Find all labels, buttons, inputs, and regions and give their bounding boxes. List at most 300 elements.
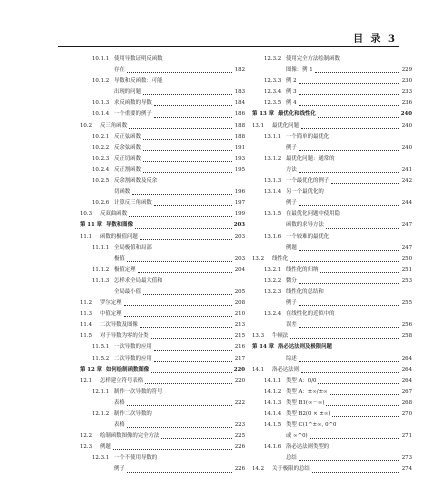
page-number: 240 — [400, 111, 412, 118]
section-title — [286, 54, 412, 65]
section-title-text: 一个不使用导数的 — [114, 455, 158, 462]
section-title — [114, 354, 245, 365]
dot-leader — [127, 72, 232, 73]
page-number: 215 — [234, 333, 245, 340]
section-title — [100, 431, 245, 442]
section-number: 12.3.4 — [264, 89, 282, 96]
toc-entry — [252, 387, 412, 398]
section-title-text: 表格 — [114, 399, 125, 406]
page-number: 247 — [401, 222, 412, 229]
section-title — [278, 342, 412, 353]
section-title — [100, 331, 245, 342]
dot-leader — [127, 261, 232, 262]
dot-leader — [312, 472, 399, 473]
section-number: 10.1.4 — [92, 111, 110, 118]
section-number: 14.1.4 — [264, 411, 282, 417]
toc-entry — [252, 376, 412, 387]
toc-entry — [252, 431, 412, 442]
page-number: 256 — [401, 322, 412, 329]
section-number: 14.1.6 — [264, 444, 282, 451]
section-title — [286, 442, 412, 453]
section-title — [106, 220, 245, 231]
dot-leader — [299, 172, 399, 173]
section-title-text: 方法 — [286, 166, 297, 173]
section-number: 10.2.1 — [92, 133, 110, 140]
toc-entry — [80, 187, 245, 198]
section-number: 第 13 章 — [252, 111, 275, 118]
section-title — [286, 309, 412, 320]
toc-entry — [80, 132, 245, 143]
section-number: 10.2.5 — [92, 178, 110, 185]
section-title-text: 在最优化问题中使用隐 — [286, 211, 340, 218]
section-number: 第 14 章 — [252, 344, 275, 351]
dot-leader — [326, 405, 399, 406]
toc-chapter-entry — [80, 365, 245, 376]
page-number: 197 — [234, 200, 245, 207]
dot-leader — [143, 150, 232, 151]
dot-leader — [135, 228, 232, 229]
toc-entry — [80, 154, 245, 165]
section-number: 11.4 — [80, 322, 93, 329]
dot-leader — [143, 139, 232, 140]
dot-leader — [318, 117, 399, 118]
section-title-text: 切函数 — [114, 189, 131, 196]
section-number: 13.2.3 — [264, 288, 282, 295]
section-title — [286, 232, 412, 243]
dot-leader — [143, 94, 232, 95]
dot-leader — [299, 94, 399, 95]
dot-leader — [299, 150, 399, 151]
section-title-text: 一个最优化的例子 — [286, 178, 330, 185]
page-number: 217 — [234, 355, 245, 362]
page-number: 184 — [234, 100, 245, 107]
toc-column-left — [80, 54, 245, 476]
toc-entry — [252, 232, 412, 243]
toc-entry — [80, 265, 245, 276]
section-title — [286, 143, 412, 154]
toc-entry — [252, 298, 412, 309]
section-title — [286, 265, 412, 276]
section-number: 13.1.1 — [264, 133, 282, 140]
section-title — [286, 453, 412, 464]
section-title-text: 在线性化的近似中的 — [286, 311, 335, 318]
section-title — [272, 365, 412, 376]
page-number: 255 — [401, 300, 412, 307]
section-title-text: 极值定理 — [114, 266, 136, 273]
section-number: 11.1 — [80, 233, 93, 240]
section-title-text: 反双曲函数 — [100, 211, 127, 218]
toc-entry — [252, 65, 412, 76]
dot-leader — [145, 383, 232, 384]
toc-entry — [80, 209, 245, 220]
toc-entry — [252, 143, 412, 154]
dot-leader — [315, 72, 399, 73]
dot-leader — [140, 327, 232, 328]
section-title-text: 牛顿法 — [272, 333, 289, 340]
section-title — [114, 132, 245, 143]
section-title — [114, 387, 245, 398]
page-number: 247 — [401, 244, 412, 251]
toc-entry — [252, 121, 412, 132]
section-title-text: 中值定理 — [100, 311, 122, 318]
toc-entry — [252, 331, 412, 342]
section-title-text: 罗尔定理 — [100, 300, 122, 307]
page-number: 242 — [401, 178, 412, 185]
section-title — [100, 121, 245, 132]
section-title-text: 例 3 — [286, 89, 297, 96]
page-number: 216 — [234, 344, 245, 351]
section-title-text: 例子 — [114, 466, 125, 473]
section-title — [272, 254, 412, 265]
section-title — [286, 165, 412, 176]
page-number: 240 — [401, 122, 412, 129]
toc-entry — [80, 287, 245, 298]
toc-entry — [252, 87, 412, 98]
dot-leader — [143, 161, 232, 162]
section-number: 12.1.1 — [92, 388, 110, 395]
toc-entry — [80, 243, 245, 254]
section-title-text: 例 4 — [286, 100, 297, 107]
section-title — [286, 276, 412, 287]
section-number: 13.2.2 — [264, 277, 282, 284]
section-number: 10.3 — [80, 211, 93, 218]
section-title — [286, 76, 412, 87]
section-number: 13.1.2 — [264, 155, 282, 162]
dot-leader — [129, 216, 232, 217]
dot-leader — [299, 250, 399, 251]
page-number: 264 — [401, 355, 412, 362]
toc-entry — [252, 409, 412, 420]
page-number: 271 — [401, 433, 412, 440]
section-number: 11.5 — [80, 333, 93, 340]
toc-entry — [80, 298, 245, 309]
section-title-text: 类型 C(1^±∞, 0^0 — [286, 422, 337, 429]
toc-entry — [80, 254, 245, 265]
section-title-text: 如何绘制函数图像 — [106, 366, 150, 373]
toc-entry — [252, 464, 412, 475]
section-title-text: 对于导数为零的分类 — [100, 333, 149, 340]
dot-leader — [299, 327, 399, 328]
section-title — [286, 176, 412, 187]
section-title-text: 图像：例 1 — [286, 67, 313, 74]
dot-leader — [127, 405, 232, 406]
section-number: 12.1 — [80, 377, 93, 384]
toc-entry — [80, 309, 245, 320]
toc-entry — [252, 154, 412, 165]
section-title-text: 函数的极值问题 — [100, 233, 138, 240]
section-title — [278, 109, 412, 120]
section-number: 10.2.3 — [92, 155, 110, 162]
section-title — [100, 232, 245, 243]
dot-leader — [151, 372, 232, 373]
page-number: 241 — [401, 166, 412, 173]
section-title — [272, 121, 412, 132]
toc-entry — [252, 243, 412, 254]
page-number: 253 — [401, 277, 412, 284]
toc-entry — [252, 320, 412, 331]
section-number: 12.2 — [80, 433, 93, 440]
toc-entry — [252, 442, 412, 453]
section-title-text: 例子 — [286, 144, 297, 151]
section-title — [286, 87, 412, 98]
section-title-text: 线性化 — [272, 255, 289, 262]
page-number: 258 — [401, 333, 412, 340]
section-title — [114, 243, 245, 254]
dot-leader — [154, 350, 232, 351]
page-number: 226 — [234, 444, 245, 451]
toc-entry — [252, 220, 412, 231]
dot-leader — [299, 83, 399, 84]
section-title-text: 例子 — [286, 200, 297, 207]
page-number: 210 — [234, 311, 245, 318]
page-number: 236 — [401, 100, 412, 107]
page-number: 188 — [234, 122, 245, 129]
section-title — [114, 65, 245, 76]
section-number: 10.2.2 — [92, 144, 110, 151]
toc-entry — [80, 198, 245, 209]
section-number: 11.1.1 — [92, 244, 110, 251]
dot-leader — [124, 316, 232, 317]
page-number: 205 — [234, 288, 245, 295]
section-title — [114, 420, 245, 431]
toc-entry — [80, 431, 245, 442]
section-title-text: 导数和反函数：可能 — [114, 78, 163, 85]
toc-entry — [252, 187, 412, 198]
section-title-text: 一个较难的最优化 — [286, 233, 330, 240]
toc-entry — [252, 98, 412, 109]
section-title-text: 最优化问题：通常的 — [286, 155, 335, 162]
toc-entry — [252, 354, 412, 365]
page-number: 213 — [234, 322, 245, 329]
section-title-text: 存在 — [114, 67, 125, 74]
section-number: 11.1.2 — [92, 266, 110, 273]
section-title-text: 出现的问题 — [114, 89, 141, 96]
section-title-text: 二次导数及图像 — [100, 322, 138, 329]
section-title — [272, 331, 412, 342]
running-header: 目 录 3 — [353, 34, 397, 45]
section-title — [106, 365, 245, 376]
toc-entry — [80, 54, 245, 65]
toc-entry — [252, 287, 412, 298]
section-title — [114, 187, 245, 198]
dot-leader — [299, 460, 399, 461]
section-title-text: 表格 — [114, 422, 125, 429]
page-number: 193 — [234, 155, 245, 162]
section-number: 11.5.1 — [92, 344, 110, 351]
section-title-text: 洛必达法则及极限问题 — [278, 344, 332, 351]
section-number: 13.2.1 — [264, 266, 282, 273]
section-title-text: 使用完全方法绘制函数 — [286, 56, 340, 62]
section-number: 11.1.3 — [92, 277, 110, 284]
section-title — [286, 409, 412, 420]
dot-leader — [299, 205, 399, 206]
dot-leader — [127, 472, 232, 473]
page-number: 233 — [401, 89, 412, 96]
section-number: 14.1.3 — [264, 399, 282, 406]
section-number: 12.3.1 — [92, 455, 110, 462]
section-title — [114, 87, 245, 98]
section-title — [286, 65, 412, 76]
section-title — [286, 209, 412, 220]
page-number: 186 — [234, 111, 245, 118]
dot-leader — [154, 361, 232, 362]
page-number: 196 — [234, 189, 245, 196]
toc-entry — [80, 143, 245, 154]
section-title — [286, 431, 412, 442]
toc-entry — [80, 453, 245, 464]
section-title-text: 反正割函数 — [114, 166, 141, 173]
section-title-text: 导数和图像 — [106, 222, 133, 229]
toc-entry — [252, 54, 412, 65]
section-title — [114, 287, 245, 298]
dot-leader — [143, 172, 232, 173]
page-number: 226 — [234, 466, 245, 473]
dot-leader — [290, 261, 399, 262]
toc-entry — [80, 87, 245, 98]
page-number: 203 — [233, 222, 245, 229]
page-number: 220 — [234, 377, 245, 384]
toc-entry — [80, 398, 245, 409]
section-title-text: 综述 — [286, 355, 297, 362]
toc-entry — [80, 442, 245, 453]
section-number: 14.1.2 — [264, 388, 282, 395]
page-number: 203 — [234, 233, 245, 240]
section-number: 10.2.6 — [92, 200, 110, 207]
section-title-text: 反三角函数 — [100, 122, 127, 129]
page-number: 268 — [401, 399, 412, 406]
dot-leader — [154, 205, 232, 206]
section-title-text: 反余弦函数 — [114, 144, 141, 151]
dot-leader — [331, 183, 399, 184]
section-title-text: 线性化的总结和 — [286, 288, 324, 295]
section-number: 12.3.5 — [264, 100, 282, 107]
toc-chapter-entry — [252, 109, 412, 120]
page-number: 182 — [234, 67, 245, 74]
section-title — [286, 243, 412, 254]
section-number: 13.1 — [252, 122, 265, 129]
section-title — [286, 354, 412, 365]
page-number: 264 — [401, 366, 412, 373]
dot-leader — [332, 416, 399, 417]
section-title — [114, 165, 245, 176]
section-title-text: 或 ∞^0) — [286, 433, 308, 440]
dot-leader — [129, 128, 232, 129]
section-title — [286, 132, 412, 143]
dot-leader — [140, 239, 232, 240]
section-title — [114, 176, 245, 187]
section-number: 14.2 — [252, 466, 265, 473]
dot-leader — [138, 272, 232, 273]
section-title-text: 总结 — [286, 455, 297, 462]
dot-leader — [299, 105, 399, 106]
page-number: 199 — [234, 211, 245, 218]
dot-leader — [161, 438, 232, 439]
dot-leader — [330, 394, 399, 395]
section-title-text: 一次导数的应用 — [114, 344, 152, 351]
section-title-text: 类型 A：±∞/±∞ — [286, 388, 328, 395]
page-number: 195 — [234, 166, 245, 173]
section-number: 11.2 — [80, 300, 93, 307]
dot-leader — [143, 294, 232, 295]
section-number: 14.1.1 — [264, 377, 282, 384]
page-number: 267 — [401, 388, 412, 395]
section-title-text: 最优化问题 — [272, 122, 299, 129]
toc-entry — [80, 331, 245, 342]
page-number: 223 — [234, 422, 245, 429]
section-number: 11.3 — [80, 311, 93, 318]
section-number: 12.3 — [80, 444, 93, 451]
section-title — [286, 420, 412, 431]
section-title-text: 计算反三角函数 — [114, 200, 152, 207]
page-number: 188 — [234, 133, 245, 140]
section-title — [100, 309, 245, 320]
toc-chapter-entry — [80, 220, 245, 231]
section-title — [286, 220, 412, 231]
toc-entry — [252, 209, 412, 220]
section-title — [114, 342, 245, 353]
dot-leader — [132, 194, 232, 195]
dot-leader — [310, 438, 399, 439]
toc-entry — [80, 176, 245, 187]
page-number: 264 — [401, 377, 412, 384]
section-title — [286, 287, 412, 298]
section-title — [114, 265, 245, 276]
section-title — [100, 442, 245, 453]
section-title-text: 洛必达法则类型的 — [286, 444, 330, 451]
section-title — [114, 254, 245, 265]
section-title — [114, 154, 245, 165]
section-title-text: 一个简单的最优化 — [286, 133, 330, 140]
section-title — [114, 98, 245, 109]
dot-leader — [124, 305, 232, 306]
page-number: 208 — [234, 300, 245, 307]
toc-entry — [80, 121, 245, 132]
toc-entry — [252, 176, 412, 187]
page-number: 222 — [234, 399, 245, 406]
section-title-text: 线性化的归纳 — [286, 266, 319, 273]
section-title — [100, 209, 245, 220]
section-title-text: 反正弦函数 — [114, 133, 141, 140]
page-number: 251 — [401, 266, 412, 273]
toc-entry — [80, 420, 245, 431]
section-number: 14.1 — [252, 366, 265, 373]
page-number: 220 — [233, 366, 245, 373]
toc-entry — [80, 354, 245, 365]
dot-leader — [113, 449, 232, 450]
toc-entry — [80, 232, 245, 243]
dot-leader — [318, 383, 399, 384]
toc-chapter-entry — [252, 342, 412, 353]
page-number: 273 — [401, 455, 412, 462]
section-number: 13.1.4 — [264, 189, 282, 196]
section-title — [286, 187, 412, 198]
toc-entry — [80, 165, 245, 176]
dot-leader — [299, 361, 399, 362]
toc-entry — [80, 464, 245, 475]
section-title-text: 最优化和线性化 — [278, 111, 316, 118]
dot-leader — [326, 228, 399, 229]
dot-leader — [320, 272, 399, 273]
header-rule — [58, 46, 399, 47]
dot-leader — [299, 305, 399, 306]
section-number: 14.1.5 — [264, 422, 282, 429]
section-title-text: 类型 A：0/0 — [286, 377, 317, 384]
dot-leader — [154, 117, 232, 118]
section-number: 10.2 — [80, 122, 93, 129]
section-title — [286, 376, 412, 387]
section-number: 10.2.4 — [92, 166, 110, 173]
section-number: 13.1.3 — [264, 178, 282, 185]
